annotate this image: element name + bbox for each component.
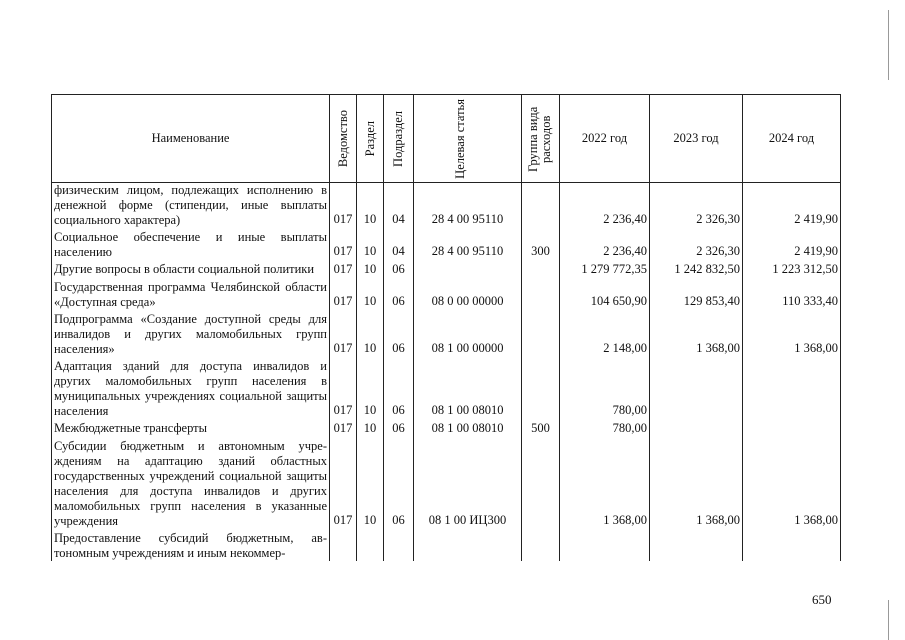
row-podrazdel: 04 (384, 230, 414, 262)
row-vedomstvo: 017 (330, 359, 357, 421)
row-podrazdel: 06 (384, 280, 414, 312)
row-razdel: 10 (357, 439, 384, 531)
row-value-2023 (650, 421, 743, 439)
row-razdel (357, 531, 384, 561)
row-razdel: 10 (357, 359, 384, 421)
row-value-2024: 110 333,40 (743, 280, 841, 312)
row-celevaya-statya: 08 1 00 00000 (414, 312, 522, 359)
row-name: Предоставление субсидий бюджетным, автономным учреждениям и иным некоммер- (52, 531, 330, 561)
row-value-2022: 2 148,00 (560, 312, 650, 359)
page-number: 650 (812, 592, 832, 607)
row-celevaya-statya (414, 531, 522, 561)
row-value-2022: 2 236,40 (560, 230, 650, 262)
row-razdel: 10 (357, 312, 384, 359)
row-gruppa: 500 (522, 421, 560, 439)
row-value-2022: 1 368,00 (560, 439, 650, 531)
row-value-2024: 2 419,90 (743, 230, 841, 262)
row-gruppa (522, 531, 560, 561)
header-2022: 2022 год (560, 95, 650, 183)
budget-table-container (51, 94, 840, 561)
row-name: Государственная программа Челябинской области «Доступная среда» (52, 280, 330, 312)
row-celevaya-statya: 08 1 00 ИЦ300 (414, 439, 522, 531)
row-razdel: 10 (357, 183, 384, 231)
row-gruppa (522, 262, 560, 280)
table-row (52, 531, 841, 561)
row-value-2024: 1 223 312,50 (743, 262, 841, 280)
header-2024: 2024 год (743, 95, 841, 183)
row-podrazdel (384, 531, 414, 561)
row-value-2022: 1 279 772,35 (560, 262, 650, 280)
row-name: Субсидии бюджетным и автономным учреждениям на адаптацию зданий областных государственных учреждений социальной защиты населения для доступа инвалидов и других маломобильных групп населения в указанные учреждения (52, 439, 330, 531)
row-razdel: 10 (357, 230, 384, 262)
header-name: Наименование (52, 95, 330, 183)
table-header-row (52, 95, 841, 183)
row-name: Другие вопросы в области социальной политики (52, 262, 330, 280)
row-podrazdel: 04 (384, 183, 414, 231)
row-celevaya-statya: 28 4 00 95110 (414, 183, 522, 231)
row-vedomstvo: 017 (330, 230, 357, 262)
row-podrazdel: 06 (384, 359, 414, 421)
row-value-2024 (743, 359, 841, 421)
row-celevaya-statya: 28 4 00 95110 (414, 230, 522, 262)
row-vedomstvo: 017 (330, 280, 357, 312)
budget-table (51, 94, 841, 561)
row-gruppa (522, 359, 560, 421)
row-podrazdel: 06 (384, 262, 414, 280)
row-vedomstvo (330, 531, 357, 561)
row-value-2023: 129 853,40 (650, 280, 743, 312)
row-razdel: 10 (357, 262, 384, 280)
row-value-2022: 2 236,40 (560, 183, 650, 231)
row-vedomstvo: 017 (330, 312, 357, 359)
row-gruppa: 300 (522, 230, 560, 262)
row-value-2022: 104 650,90 (560, 280, 650, 312)
row-value-2023: 1 368,00 (650, 312, 743, 359)
row-podrazdel: 06 (384, 421, 414, 439)
header-celevaya-statya: Целевая статья (414, 95, 522, 183)
row-name: Адаптация зданий для доступа инвалидов и других маломобильных групп населения в муниципальных учреждениях социальной защиты населения (52, 359, 330, 421)
row-value-2024 (743, 421, 841, 439)
table-row (52, 312, 841, 359)
header-vedomstvo: Ведомство (330, 95, 357, 183)
header-2023: 2023 год (650, 95, 743, 183)
row-celevaya-statya (414, 262, 522, 280)
row-vedomstvo: 017 (330, 183, 357, 231)
row-podrazdel: 06 (384, 312, 414, 359)
table-row (52, 439, 841, 531)
row-celevaya-statya: 08 0 00 00000 (414, 280, 522, 312)
header-podrazdel: Подраздел (384, 95, 414, 183)
header-gruppa-vida-rashodov: Группа вида расходов (522, 95, 560, 183)
table-row (52, 230, 841, 262)
row-name: физическим лицом, подлежащих исполнению в денежной форме (стипендии, иные выплаты социального характера) (52, 183, 330, 231)
row-value-2023: 1 242 832,50 (650, 262, 743, 280)
row-value-2024: 2 419,90 (743, 183, 841, 231)
row-value-2022: 780,00 (560, 421, 650, 439)
row-gruppa (522, 183, 560, 231)
table-row (52, 359, 841, 421)
row-name: Подпрограмма «Создание доступной среды для инвалидов и других маломобильных групп населения» (52, 312, 330, 359)
row-value-2023: 2 326,30 (650, 183, 743, 231)
row-vedomstvo: 017 (330, 439, 357, 531)
row-celevaya-statya: 08 1 00 08010 (414, 359, 522, 421)
row-value-2023 (650, 359, 743, 421)
row-gruppa (522, 280, 560, 312)
table-row (52, 262, 841, 280)
row-value-2024: 1 368,00 (743, 439, 841, 531)
row-podrazdel: 06 (384, 439, 414, 531)
header-razdel: Раздел (357, 95, 384, 183)
scan-edge-mark-bottom (888, 600, 889, 640)
row-razdel: 10 (357, 421, 384, 439)
row-value-2024 (743, 531, 841, 561)
row-name: Межбюджетные трансферты (52, 421, 330, 439)
row-value-2023: 2 326,30 (650, 230, 743, 262)
row-celevaya-statya: 08 1 00 08010 (414, 421, 522, 439)
row-vedomstvo: 017 (330, 262, 357, 280)
row-value-2023: 1 368,00 (650, 439, 743, 531)
row-value-2022: 780,00 (560, 359, 650, 421)
row-value-2022 (560, 531, 650, 561)
row-value-2023 (650, 531, 743, 561)
scan-edge-mark (888, 10, 889, 80)
row-value-2024: 1 368,00 (743, 312, 841, 359)
row-name: Социальное обеспечение и иные выплаты населению (52, 230, 330, 262)
table-row (52, 421, 841, 439)
row-razdel: 10 (357, 280, 384, 312)
row-gruppa (522, 312, 560, 359)
row-gruppa (522, 439, 560, 531)
table-row (52, 280, 841, 312)
table-row (52, 183, 841, 231)
row-vedomstvo: 017 (330, 421, 357, 439)
